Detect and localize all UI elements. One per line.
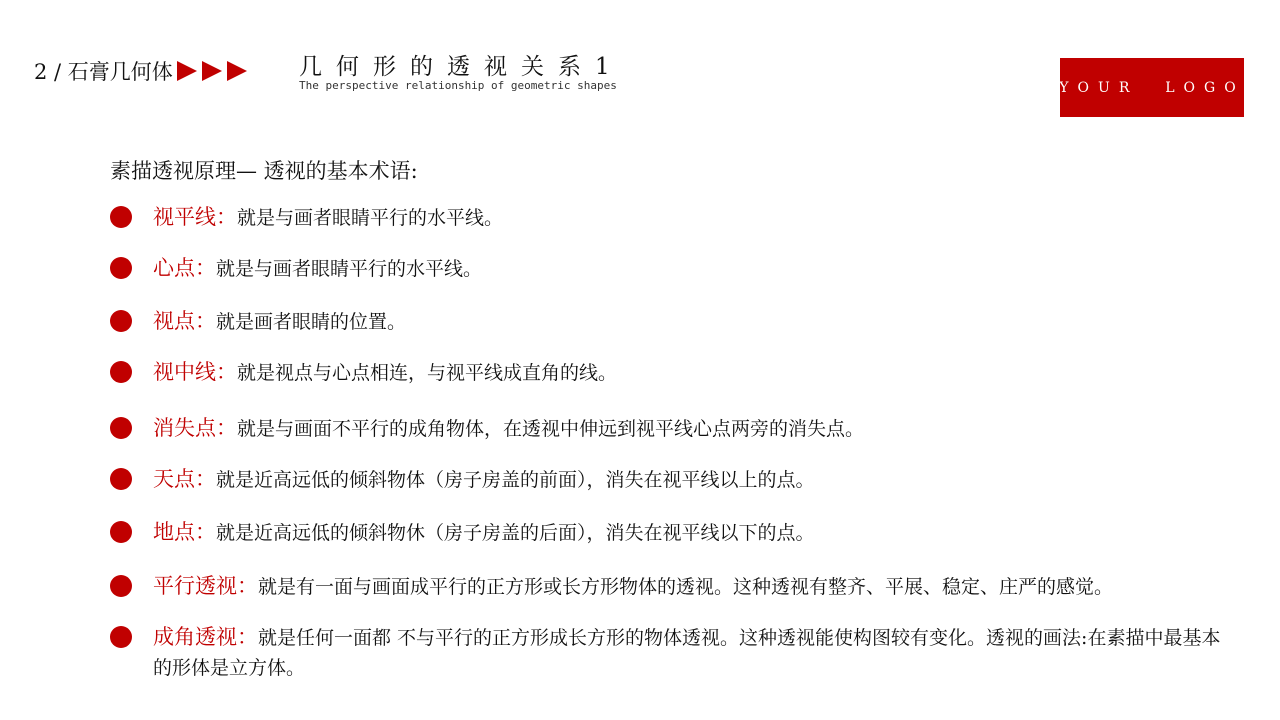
- bullet-icon: [110, 310, 132, 332]
- item-term: 心点：: [153, 256, 216, 280]
- bullet-icon: [110, 575, 132, 597]
- item-text: [153, 517, 1233, 548]
- arrows-icon: [177, 61, 252, 81]
- item-text: [153, 622, 1233, 683]
- title-en: The perspective relationship of geometric shapes: [299, 79, 617, 92]
- list-item: [110, 253, 1233, 284]
- item-desc: 就是任何一面都 不与平行的正方形成长方形的物体透视。这种透视能使构图较有变化。透视的画法:在素描中最基本的形体是立方体。: [153, 627, 1221, 679]
- page-title: [299, 48, 624, 92]
- list-item: [110, 517, 1233, 548]
- bullet-icon: [110, 361, 132, 383]
- item-desc: 就是近高远低的倾斜物休（房子房盖的后面），消失在视平线以下的点。: [216, 522, 815, 544]
- item-text: [153, 253, 1233, 284]
- list-item: [110, 357, 1233, 388]
- item-term: 视平线：: [153, 205, 237, 229]
- bullet-icon: [110, 521, 132, 543]
- bullet-icon: [110, 257, 132, 279]
- item-term: 成角透视：: [153, 625, 258, 649]
- item-term: 视点：: [153, 309, 216, 333]
- logo: YOUR LOGO: [1060, 58, 1244, 117]
- item-desc: 就是与画者眼睛平行的水平线。: [237, 207, 504, 229]
- list-item: [110, 622, 1233, 683]
- item-term: 地点：: [153, 520, 216, 544]
- list-item: [110, 202, 1233, 233]
- title-zh: 几何形的透视关系1: [299, 54, 624, 80]
- bullet-icon: [110, 206, 132, 228]
- section-text: 2 / 石膏几何体: [34, 60, 173, 84]
- item-text: [153, 306, 1233, 337]
- item-text: [153, 357, 1233, 388]
- bullet-icon: [110, 626, 132, 648]
- item-desc: 就是有一面与画面成平行的正方形或长方形物体的透视。这种透视有整齐、平展、稳定、庄严的感觉。: [258, 576, 1114, 598]
- list-item: [110, 464, 1233, 495]
- item-desc: 就是与画面不平行的成角物体，在透视中伸远到视平线心点两旁的消失点。: [237, 418, 865, 440]
- item-text: [153, 571, 1233, 602]
- list-item: [110, 571, 1233, 602]
- item-desc: 就是视点与心点相连，与视平线成直角的线。: [237, 362, 618, 384]
- item-term: 消失点：: [153, 416, 237, 440]
- bullet-icon: [110, 468, 132, 490]
- item-text: [153, 464, 1233, 495]
- item-desc: 就是近高远低的倾斜物体（房子房盖的前面），消失在视平线以上的点。: [216, 469, 815, 491]
- item-desc: 就是画者眼睛的位置。: [216, 311, 407, 333]
- section-label: [34, 56, 252, 86]
- item-term: 视中线：: [153, 360, 237, 384]
- item-term: 平行透视：: [153, 574, 258, 598]
- item-text: [153, 202, 1233, 233]
- bullet-icon: [110, 417, 132, 439]
- section-heading: 素描透视原理— 透视的基本术语:: [110, 159, 418, 183]
- item-desc: 就是与画者眼睛平行的水平线。: [216, 258, 483, 280]
- item-term: 天点：: [153, 467, 216, 491]
- list-item: [110, 413, 1233, 444]
- list-item: [110, 306, 1233, 337]
- item-text: [153, 413, 1233, 444]
